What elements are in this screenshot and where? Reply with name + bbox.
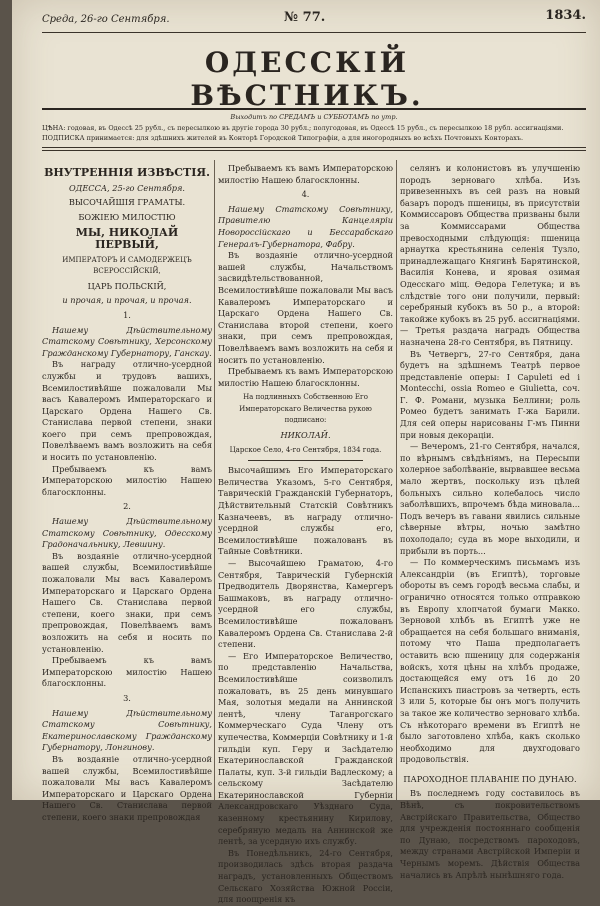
paragraph: Пребываемъ къ вамъ Императорскою милостію Нашею благосклонны. <box>42 463 212 497</box>
column-divider <box>396 160 397 800</box>
signature: НИКОЛАЙ. <box>280 430 331 441</box>
paragraph: Нашему Дѣйствительному Статскому Совѣтнику, Екатеринославскому Гражданскому Губернатору, Лонгинову. <box>42 707 212 753</box>
item-number: 1. <box>123 309 131 320</box>
publication-line: Выходитъ по СРЕДАМЪ и СУББОТАМЪ по утр. <box>230 113 398 121</box>
paragraph: Пребываемъ къ вамъ Императорскою милостію Нашею благосклонны. <box>42 655 212 689</box>
paragraph: селянъ и колонистовъ въ улучшенію породъ зерноваго хлѣба. Изъ привезенныхъ въ сей разъ на новый базаръ породъ пшеницы, въ присутствіи Коммиссаровъ Общества призваны были за Коммиссарами Общества превосходными слѣдующія: пшеница арнаутка крестьянина селенія Тузло, принадлежащаго Княгинѣ Барятинской, Василія Конева, и яровая озимая Одесскаго міщ. Ѳедора Гелетука; и въ слѣдствіе того они получили, первый: серебряный кубокъ въ 50 р., а второй: такойже кубокъ въ 25 руб. ассигнаціями. — Третья раздача наградъ Общества назначена 28-го Сентября, въ Пятницу. <box>400 163 580 347</box>
paragraph: Въ воздаяніе отлично-усердной вашей службы, Всемилостивѣйше пожаловали Мы васъ Кавалеромъ Императорскаго и Царскаго Ордена Нашего Св. Станислава первой степени, коего знаки препровождая <box>42 753 212 822</box>
price-line: ЦѢНА: годовая, въ Одессѣ 25 рубл., съ пересылкою въ другіе города 30 рубл.; полугодовая, въ Одессѣ 15 рубл., съ пересылкою 18 рубл. ассигнаціями. <box>42 124 564 132</box>
dateline: ОДЕССА, 25-го Сентября. <box>68 182 186 193</box>
subscription-line: ПОДПИСКА принимается: для здѣшнихъ жителей въ Конторѣ Городской Типографіи, а для иногородныхъ во всѣхъ Почтовыхъ Конторахъ. <box>42 134 524 142</box>
paragraph: Нашему Дѣйствительному Статскому Совѣтнику, Одесскому Градоначальнику, Левшину. <box>42 516 212 550</box>
paragraph: Въ Понедѣльникъ, 24-го Сентября, производилась здѣсь вторая раздача наградъ, установленныхъ Обществомъ Сельскаго Хозяйства Южной Россіи, для поощренія къ <box>218 847 393 905</box>
subheading: ВЫСОЧАЙШІЯ ГРАМАТЫ. <box>68 197 186 208</box>
header-bottom-rule-2 <box>42 150 586 151</box>
paragraph: Пребываемъ къ вамъ Императорскою милостію Нашею благосклонны. <box>218 163 393 185</box>
text-line: и прочая, и прочая, и прочая. <box>62 295 192 306</box>
item-number: 2. <box>123 501 131 512</box>
paragraph: — По коммерческимъ письмамъ изъ Александріи (въ Египтѣ), торговые обороты въ семъ городѣ весьма слабы, и огранично относятся только отправкою въ Европу хлопчатой бумаги Макко. Зерновой хлѣбъ въ Египтѣ уже не обращается на себя большаго вниманія, потому что Паша предполагаетъ оставить всю пшеницу для содержанія войскъ, хотя цѣны на хлѣбъ продаже, достающейся ему отъ 16 до 20 Испанскихъ пиастровъ за четверть, есть 3 или 5, которые бы онъ могъ получить за такое же количество зерноваго хлѣба. Съ нѣкотораго времени въ Египтѣ не было заготовлено хлѣба, какъ сколько необходимо для двухгодоваго продовольствія. <box>400 557 580 765</box>
paragraph: — Высочайшею Граматою, 4-го Сентября, Таврическій Губернскій Предводитель Дворянства, Камергеръ Башмаковъ, въ награду отлично-усердной его службы, Всемилостивѣйше пожалованъ Кавалеромъ Ордена Св. Станислава 2-й степени. <box>218 558 393 650</box>
column-2 <box>218 163 393 905</box>
paragraph: Высочайшимъ Его Императорскаго Величества Указомъ, 5-го Сентября, Таврическій Гражданскій Губернаторъ, Дѣйствительный Статскій Совѣтникъ Казначеевъ, въ награду отлично-усердной службы его, Всемилостивѣйше пожалованъ въ Тайные Совѣтники. <box>218 465 393 557</box>
paragraph: Въ воздаяніе отлично-усердной вашей службы, Начальствомъ засвидѣтельствованной, Всемилостивѣйше пожаловали Мы васъ Кавалеромъ Императорскаго и Царскаго Ордена Нашего Св. Станислава второй степени, коего знаки, при семъ препровождая, Повелѣваемъ вамъ возложить на себя и носить по установленію. <box>218 250 393 365</box>
column-1 <box>42 163 212 822</box>
column-divider <box>214 160 215 800</box>
text-line: ИМПЕРАТОРЪ И САМОДЕРЖЕЦЪ ВСЕРОССІЙСКІЙ, <box>62 255 192 276</box>
paragraph: — Вечеромъ, 21-го Сентября, начался, по вѣрнымъ свѣдѣніямъ, на Пересыпи холерное заболѣваніе, вырвавшее весьма мало жертвъ, поскольку изъ цѣлей больныхъ сильно колебалось число заболѣвшихъ, впрочемъ бѣда миновала... Подъ вечеръ въ гавани явились сильные сѣверные вѣтры, ночью замѣтно похолодало; суда въ море выходили, и прибыли въ порть... <box>400 441 580 556</box>
text-line: На подлинныхъ Собственною Его Императорскаго Величества рукою подписано: <box>239 393 372 425</box>
header-bottom-rule <box>42 147 586 148</box>
masthead-top-line <box>42 8 586 30</box>
item-number: 4. <box>301 189 310 200</box>
issue-year: 1834. <box>545 8 586 23</box>
paragraph: Пребываемъ къ вамъ Императорскою милостію Нашею благосклонны. <box>218 366 393 388</box>
paragraph: Въ последнемъ году составилось въ Вѣнѣ, съ покровительствомъ Австрійскаго Правительства, Общество для учрежденія постояннаго сообщенія по Дунаю, посредствомъ пароходовъ, между странами Австрійской Имперіи и Чернымъ моремъ. Дѣйствія Общества начались въ Апрѣлѣ нынѣшняго года. <box>400 788 580 880</box>
paragraph: Въ Четвергъ, 27-го Сентября, дана будетъ на здѣшнемъ Театрѣ первое представленіе оперы: I Capuleti ed i Montecchi, ossia Romeo e Giulietta, соч. Г. Ф. Романи, музыка Беллини; роль Ромео будетъ занимать Г-жа Барили. Для сей оперы нарисованы Г-мъ Пинни при новыя декораціи. <box>400 348 580 440</box>
divider <box>248 460 363 461</box>
text-line: ЦАРЬ ПОЛЬСКІЙ, <box>87 280 167 291</box>
paragraph: — Его Императорское Величество, по представленію Начальства, Всемилостивѣйше соизволилъ пожаловать, въ 25 день минувшаго Мая, золотыя медали на Аннинской лентѣ, члену Таганрогскаго Коммерческаго Суда Члену отъ купечества, Коммерціи Совѣтнику и 1-й гильдіи куп. Геру и Засѣдателю Екатеринославской Гражданской Палаты, куп. 3-й гильдіи Вадлескому; а сельскому Засѣдателю Екатеринославской Губерніи Александровскаго Уѣзднаго Суда, казенному крестьянину Кирилову, серебряную медаль на Аннинской же лентѣ, за усердную ихъ службу. <box>218 650 393 847</box>
masthead-rule <box>42 32 586 33</box>
column-3 <box>400 163 580 880</box>
issue-number: № 77. <box>284 10 326 25</box>
subheading: ПАРОХОДНОЕ ПЛАВАНІЕ ПО ДУНАЮ. <box>403 773 577 784</box>
item-number: 3. <box>123 692 131 703</box>
section-heading: ВНУТРЕННІЯ ИЗВѢСТІЯ. <box>44 166 210 179</box>
paragraph: Нашему Статскому Совѣтнику, Правителю Канцеляріи Новороссійскаго и Бессарабскаго Генералъ-Губернатора, Фабру. <box>218 203 393 249</box>
paragraph: Нашему Дѣйствительному Статскому Совѣтнику, Херсонскому Гражданскому Губернатору, Ганскау. <box>42 324 212 358</box>
text-line: БОЖІЕЮ МИЛОСТІЮ <box>78 211 176 222</box>
newspaper-title: ОДЕССКІЙ ВѢСТНИКЪ. <box>190 46 424 112</box>
issue-date: Среда, 26-го Сентября. <box>42 14 170 25</box>
emperor-title: МЫ, НИКОЛАЙ ПЕРВЫЙ, <box>75 226 179 251</box>
paragraph: Въ воздаяніе отлично-усердной вашей службы, Всемилостивѣйше пожаловали Мы васъ Кавалеромъ Императорскаго и Царскаго Ордена Нашего Св. Станислава первой степени, коего знаки, при семъ препровождая, Повелѣваемъ вамъ возложить на себя и носить по установленію. <box>42 550 212 654</box>
paragraph: Въ награду отлично-усердной службы и трудовъ вашихъ, Всемилостивѣйше пожаловали Мы васъ Кавалеромъ Императорскаго и Царскаго Ордена Нашего Св. Станислава первой степени, знаки коего при семъ препровождая, Повелѣваемъ вамъ возложить на себя и носить по установленію. <box>42 359 212 463</box>
title-rule <box>42 108 586 110</box>
newspaper-page <box>12 0 600 905</box>
text-line: Царское Село, 4-го Сентября, 1834 года. <box>229 445 382 454</box>
